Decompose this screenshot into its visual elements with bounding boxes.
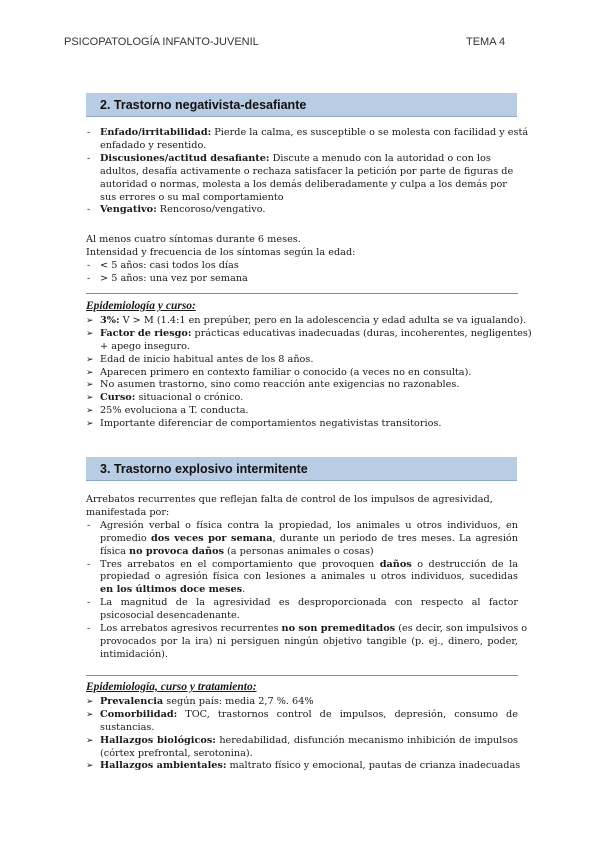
list-item: ➢ Comorbilidad: TOC, trastornos control de impulsos, depresión, consumo de sustancias.	[86, 709, 518, 735]
section-2-title: 2. Trastorno negativista-desafiante	[86, 93, 517, 117]
list-item: - Agresión verbal o física contra la propiedad, los animales u otros individuos, en promedio dos veces por semana, durante un periodo de tres meses. La agresión física no provoca daños (a personas animales o cosas)	[86, 520, 518, 559]
section-3-epidemiology	[86, 681, 521, 773]
list-item: ➢ Edad de inicio habitual antes de los 8 años.	[86, 354, 518, 367]
list-item: - Los arrebatos agresivos recurrentes no son premeditados (es decir, son impulsivos o provocados por la ira) ni persiguen ningún objetivo tangible (p. ej., dinero, poder, intimidación).	[86, 623, 518, 662]
list-item: ➢ 25% evoluciona a T. conducta.	[86, 405, 518, 418]
section-2-epidemiology	[86, 300, 532, 431]
list-item: - La magnitud de la agresividad es desproporcionada con respecto al factor psicosocial desencadenante.	[86, 597, 518, 623]
list-item: - Vengativo: Rencoroso/vengativo.	[86, 204, 518, 217]
epidemiology-title: Epidemiología, curso y tratamiento:	[86, 681, 257, 693]
section-2-symptoms	[86, 127, 529, 217]
document-unit: TEMA 4	[466, 36, 506, 48]
section-divider	[86, 675, 518, 676]
list-item: ➢ Hallazgos biológicos: heredabilidad, disfunción mecanismo inhibición de impulsos (córtex prefrontal, serotonina).	[86, 735, 518, 761]
list-item: ➢ 3%: V > M (1.4:1 en prepúber, pero en la adolescencia y edad adulta se va igualando).	[86, 315, 518, 328]
section-2-criteria: Al menos cuatro síntomas durante 6 meses. Intensidad y frecuencia de los síntomas según la edad: - < 5 años: casi todos los días - > 5 años: una vez por semana	[86, 234, 518, 286]
section-3-title: 3. Trastorno explosivo intermitente	[86, 457, 517, 481]
symptom-term: Vengativo:	[100, 204, 157, 216]
list-item: ➢ Importante diferenciar de comportamientos negativistas transitorios.	[86, 418, 518, 431]
list-item: - > 5 años: una vez por semana	[86, 273, 518, 286]
list-item: ➢ No asumen trastorno, sino como reacción ante exigencias no razonables.	[86, 379, 518, 392]
epidemiology-title: Epidemiología y curso:	[86, 300, 196, 312]
list-item: ➢ Factor de riesgo: prácticas educativas inadecuadas (duras, incoherentes, negligentes) + apego inseguro.	[86, 328, 518, 354]
list-item: ➢ Prevalencia según país: media 2,7 %. 64%	[86, 696, 518, 709]
list-item: ➢ Hallazgos ambientales: maltrato físico y emocional, pautas de crianza inadecuadas	[86, 760, 518, 773]
section-3-description: Arrebatos recurrentes que reflejan falta de control de los impulsos de agresividad, manifestada por: - Agresión verbal o física contra la propiedad, los animales u otros individuos, en promedio dos veces por semana, durante un periodo de tres meses. La agresión física no provoca daños (a personas animales o cosas) - Tres arrebatos en el comportamiento que provoquen daños o destrucción de la propiedad o agresión física con lesiones a animales u otros individuos, sucedidas en los últimos doce meses. - La magnitud de la agresividad es desproporcionada con respecto al factor psicosocial desencadenante. - Los arrebatos agresivos recurrentes no son premeditados (es decir, son impulsivos o provocados por la ira) ni persiguen ningún objetivo tangible (p. ej., dinero, poder, intimidación).	[86, 494, 518, 662]
document-subject: PSICOPATOLOGÍA INFANTO-JUVENIL	[64, 36, 259, 48]
list-item: - Discusiones/actitud desafiante: Discute a menudo con la autoridad o con los adultos, desafía activamente o rechaza satisfacer la petición por parte de figuras de autoridad o normas, molesta a los demás deliberadamente y culpa a los demás por sus errores o su mal comportamiento	[86, 153, 518, 205]
list-item: ➢ Curso: situacional o crónico.	[86, 392, 518, 405]
list-item: ➢ Aparecen primero en contexto familiar o conocido (a veces no en consulta).	[86, 367, 518, 380]
symptom-term: Discusiones/actitud desafiante:	[100, 152, 270, 164]
symptom-term: Enfado/irritabilidad:	[100, 127, 212, 138]
list-item: - < 5 años: casi todos los días	[86, 260, 518, 273]
list-item: - Tres arrebatos en el comportamiento que provoquen daños o destrucción de la propiedad o agresión física con lesiones a animales u otros individuos, sucedidas en los últimos doce meses.	[86, 559, 518, 598]
list-item: - Enfado/irritabilidad: Pierde la calma, es susceptible o se molesta con facilidad y está enfadado y resentido.	[86, 127, 518, 153]
section-divider	[86, 293, 518, 294]
